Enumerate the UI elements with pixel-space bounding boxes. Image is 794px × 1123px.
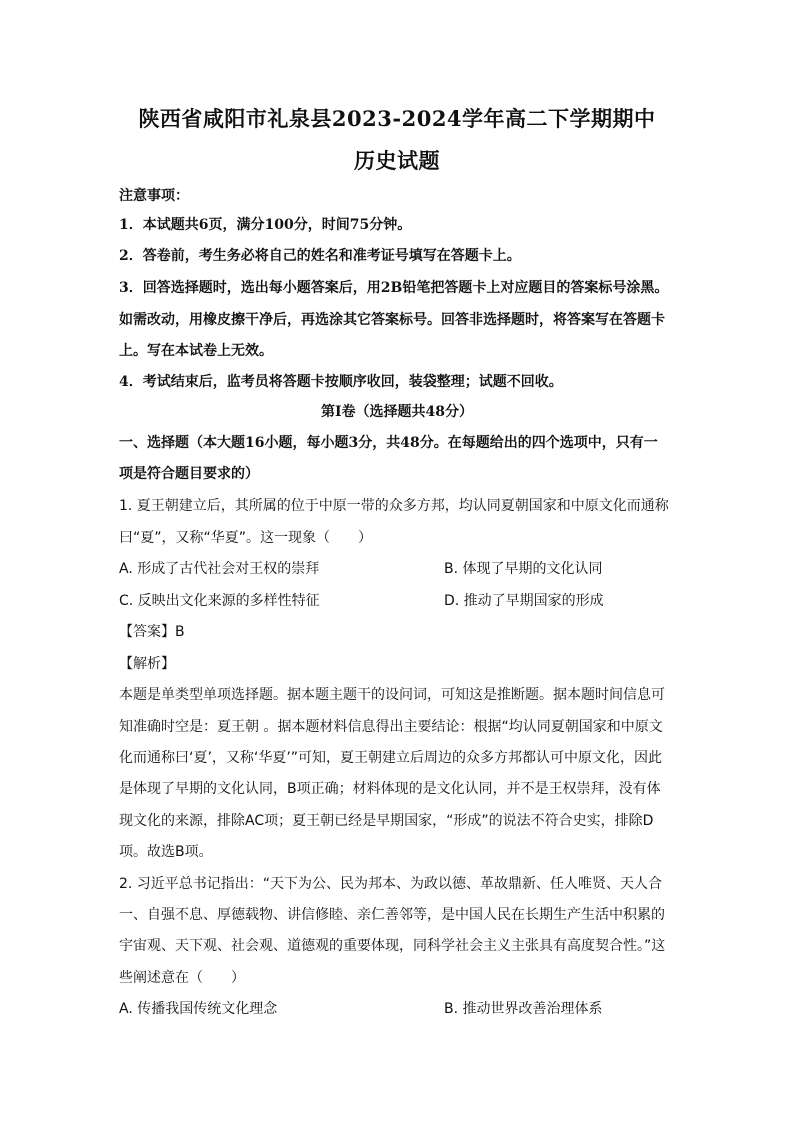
question-1-option-a: A. 形成了古代社会对王权的崇拜 [119, 561, 320, 577]
question-1-analysis-line: 是体现了早期的文化认同，B项正确；材料体现的是文化认同，并不是王权崇拜，没有体 [119, 781, 661, 797]
question-2-option-b: B. 推动世界改善治理体系 [444, 1001, 603, 1017]
question-1-analysis-label: 【解析】 [119, 656, 175, 672]
notice-item: 1．本试题共6页，满分100分，时间75分钟。 [119, 217, 412, 233]
notice-item: 3．回答选择题时，选出每小题答案后，用2B铅笔把答题卡上对应题目的答案标号涂黑。 [119, 280, 669, 296]
question-2-option-a: A. 传播我国传统文化理念 [119, 1001, 278, 1017]
exam-title: 陕西省咸阳市礼泉县2023-2024学年高二下学期期中 [138, 106, 656, 131]
notice-item: 2．答卷前，考生务必将自己的姓名和准考证号填写在答题卡上。 [119, 248, 521, 264]
question-1-analysis-line: 化而通称曰‘夏’，又称‘华夏’”可知，夏王朝建立后周边的众多方邦都认可中原文化，因此 [119, 750, 663, 766]
question-2-stem: 一、自强不息、厚德载物、讲信修睦、亲仁善邻等，是中国人民在长期生产生活中积累的 [119, 907, 665, 923]
question-1-analysis-line: 项。故选B项。 [119, 844, 213, 860]
notice-heading: 注意事项： [119, 188, 189, 204]
section-instruction: 项是符合题目要求的） [119, 466, 259, 482]
question-1-stem: 曰“夏”，又称“华夏”。这一现象（ ） [119, 530, 373, 546]
question-2-stem: 些阐述意在（ ） [119, 970, 245, 986]
question-1-option-b: B. 体现了早期的文化认同 [444, 561, 603, 577]
question-1-analysis-line: 本题是单类型单项选择题。据本题主题干的设问词，可知这是推断题。据本题时间信息可 [119, 687, 665, 703]
section-title: 第Ⅰ卷（选择题共48分） [320, 404, 474, 420]
question-1-stem: 1. 夏王朝建立后，其所属的位于中原一带的众多方邦，均认同夏朝国家和中原文化而通称 [119, 498, 669, 514]
question-1-answer: 【答案】B [119, 624, 185, 640]
question-1-option-d: D. 推动了早期国家的形成 [444, 593, 604, 609]
section-instruction: 一、选择题（本大题16小题，每小题3分，共48分。在每题给出的四个选项中，只有一 [119, 435, 658, 451]
notice-item: 如需改动，用橡皮擦干净后，再选涂其它答案标号。回答非选择题时，将答案写在答题卡 [119, 312, 665, 328]
question-2-stem: 宇宙观、天下观、社会观、道德观的重要体现，同科学社会主义主张具有高度契合性。”这 [119, 938, 666, 954]
exam-subject-title: 历史试题 [354, 148, 440, 173]
question-1-analysis-line: 现文化的来源，排除AC项；夏王朝已经是早期国家，“形成”的说法不符合史实，排除D [119, 813, 654, 829]
notice-item: 上。写在本试卷上无效。 [119, 343, 273, 359]
question-2-stem: 2. 习近平总书记指出：“天下为公、民为邦本、为政以德、革故鼎新、任人唯贤、天人合 [119, 876, 663, 892]
question-1-option-c: C. 反映出文化来源的多样性特征 [119, 593, 320, 609]
notice-item: 4．考试结束后，监考员将答题卡按顺序收回，装袋整理；试题不回收。 [119, 374, 563, 390]
question-1-analysis-line: 知准确时空是：夏王朝 。据本题材料信息得出主要结论：根据“均认同夏朝国家和中原文 [119, 719, 663, 735]
